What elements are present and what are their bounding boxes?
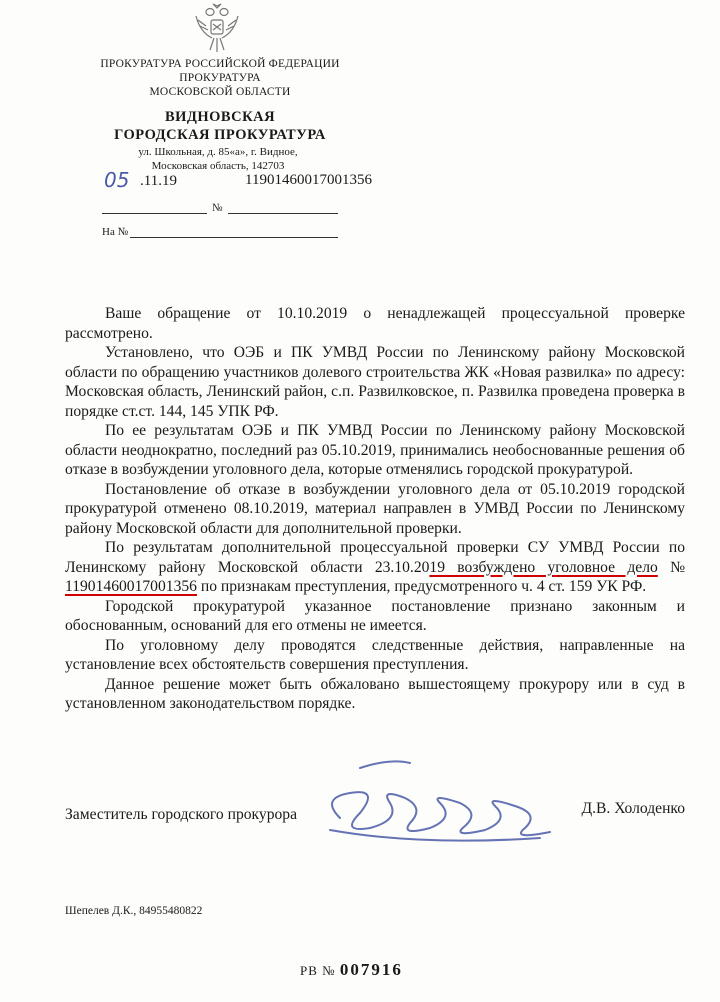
- rb-label: РВ №: [300, 963, 336, 978]
- signatory-position: Заместитель городского прокурора: [65, 806, 298, 823]
- executor-info: Шепелев Д.К., 84955480822: [65, 905, 203, 917]
- russian-coat-of-arms-icon: [192, 2, 242, 54]
- na-label: На №: [102, 226, 129, 238]
- paragraph-2: Установлено, что ОЭБ и ПК УМВД России по Ленинскому району Московской области по обращению участников долевого строительства ЖК «Новая развилка» по адресу: Московская область, Ленинский район, с.п. Развилковское, п. Развилка проведена проверка в порядке ст.ст. 144, 145 УПК РФ.: [65, 344, 685, 420]
- date-printed: .11.19: [140, 173, 177, 189]
- registration-number: [300, 960, 403, 980]
- paragraph-5-a: По результатам дополнительной процессуальной проверки СУ УМВД России по Ленинскому району Московской области 23.10.20: [65, 539, 685, 576]
- paragraph-5-num-sign: №: [670, 558, 685, 576]
- org-name-2: ГОРОДСКАЯ ПРОКУРАТУРА: [114, 127, 326, 143]
- header-line-1: ПРОКУРАТУРА РОССИЙСКОЙ ФЕДЕРАЦИИ: [100, 58, 340, 70]
- underlined-case-number: 11901460017001356: [65, 578, 197, 595]
- paragraph-4: Постановление об отказе в возбуждении уголовного дела от 05.10.2019 городской прокуратурой отменено 08.10.2019, материал направлен в УМВД России по Ленинскому району Московской области для дополнительной проверки.: [65, 480, 685, 537]
- header-line-3: МОСКОВСКОЙ ОБЛАСТИ: [149, 86, 291, 98]
- paragraph-6: Городской прокуратурой указанное постановление признано законным и обоснованным, оснований для его отмены не имеется.: [65, 597, 685, 634]
- number-label: №: [212, 202, 223, 214]
- header-line-2: ПРОКУРАТУРА: [179, 72, 261, 84]
- number-line-right: [228, 213, 338, 214]
- letter-body: [65, 304, 685, 714]
- paragraph-1: Ваше обращение от 10.10.2019 о ненадлежащей процессуальной проверке рассмотрено.: [65, 305, 685, 342]
- rb-number: 007916: [339, 960, 403, 979]
- org-name-1: ВИДНОВСКАЯ: [164, 109, 276, 125]
- signatory-name: Д.В. Холоденко: [581, 800, 685, 817]
- case-number-header: 11901460017001356: [245, 172, 372, 188]
- paragraph-5: [65, 538, 685, 597]
- na-line: [130, 237, 338, 238]
- address-line-1: ул. Школьная, д. 85«а», г. Видное,: [138, 146, 298, 158]
- paragraph-3: По ее результатам ОЭБ и ПК УМВД России по Ленинскому району Московской области неоднократно, последний раз 05.10.2019, принимались необоснованные решения об отказе в возбуждении уголовного дела, которые отменялись городской прокуратурой.: [65, 422, 685, 478]
- address-line-2: Московская область, 142703: [151, 160, 285, 172]
- paragraph-7: По уголовному делу проводятся следственные действия, направленные на установление всех обстоятельств совершения преступления.: [65, 636, 685, 673]
- underlined-initiated-case: 19 возбуждено уголовное дело: [429, 558, 658, 576]
- number-line-left: [102, 213, 207, 214]
- handwritten-signature: [300, 758, 560, 848]
- paragraph-8: Данное решение может быть обжаловано вышестоящему прокурору или в суд в установленном законодательством порядке.: [65, 675, 685, 712]
- date-handwritten: 05: [104, 168, 130, 192]
- paragraph-5-e: по признакам преступления, предусмотренного ч. 4 ст. 159 УК РФ.: [196, 578, 647, 595]
